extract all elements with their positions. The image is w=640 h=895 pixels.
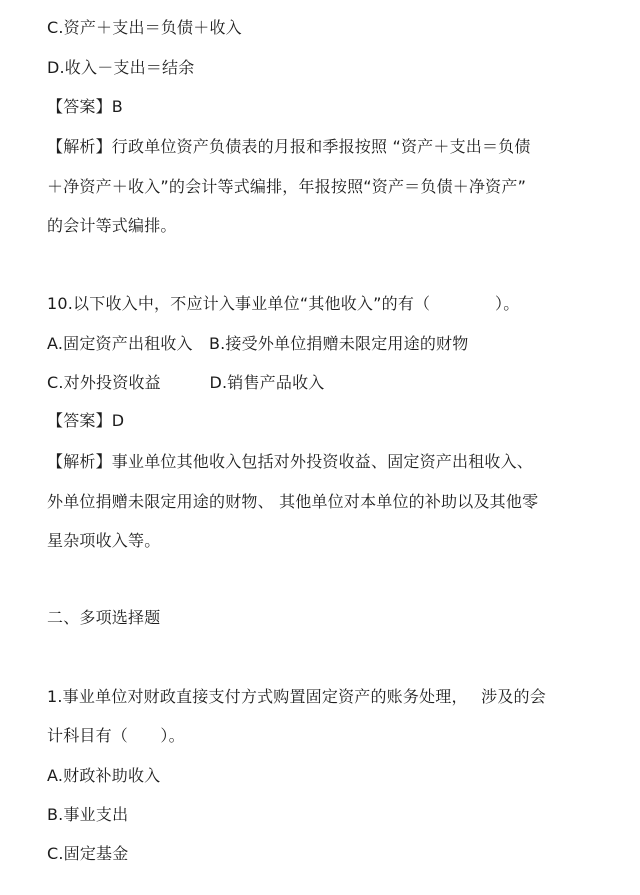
option-b-q1: B.事业支出 bbox=[47, 805, 129, 824]
option-d-q9: D.收入－支出＝结余 bbox=[47, 58, 195, 77]
explanation-q10-line-2: 外单位捐赠未限定用途的财物、 其他单位对本单位的补助以及其他零 bbox=[47, 492, 539, 511]
answer-q9: 【答案】B bbox=[47, 97, 123, 116]
option-a-q1: A.财政补助收入 bbox=[47, 766, 161, 785]
question-10-stem: 10.以下收入中，不应计入事业单位“其他收入”的有（ ）。 bbox=[47, 294, 520, 313]
question-1-stem-line-1: 1.事业单位对财政直接支付方式购置固定资产的账务处理， 涉及的会 bbox=[47, 687, 546, 706]
answer-q10: 【答案】D bbox=[47, 411, 125, 430]
option-c-q1: C.固定基金 bbox=[47, 844, 129, 863]
explanation-q10-line-3: 星杂项收入等。 bbox=[47, 531, 161, 550]
section-heading-multiple-choice: 二、多项选择题 bbox=[47, 608, 161, 627]
options-ab-q10: A.固定资产出租收入 B.接受外单位捐赠未限定用途的财物 bbox=[47, 334, 469, 353]
explanation-q10-line-1: 【解析】事业单位其他收入包括对外投资收益、固定资产出租收入、 bbox=[47, 452, 534, 471]
option-c-q9: C.资产＋支出＝负债＋收入 bbox=[47, 18, 242, 37]
options-cd-q10: C.对外投资收益 D.销售产品收入 bbox=[47, 373, 325, 392]
question-1-stem-line-2: 计科目有（ ）。 bbox=[47, 726, 185, 745]
explanation-q9-line-2: ＋净资产＋收入”的会计等式编排，年报按照“资产＝负债＋净资产” bbox=[47, 177, 527, 196]
explanation-q9-line-3: 的会计等式编排。 bbox=[47, 216, 177, 235]
explanation-q9-line-1: 【解析】行政单位资产负债表的月报和季报按照 “资产＋支出＝负债 bbox=[47, 137, 531, 156]
